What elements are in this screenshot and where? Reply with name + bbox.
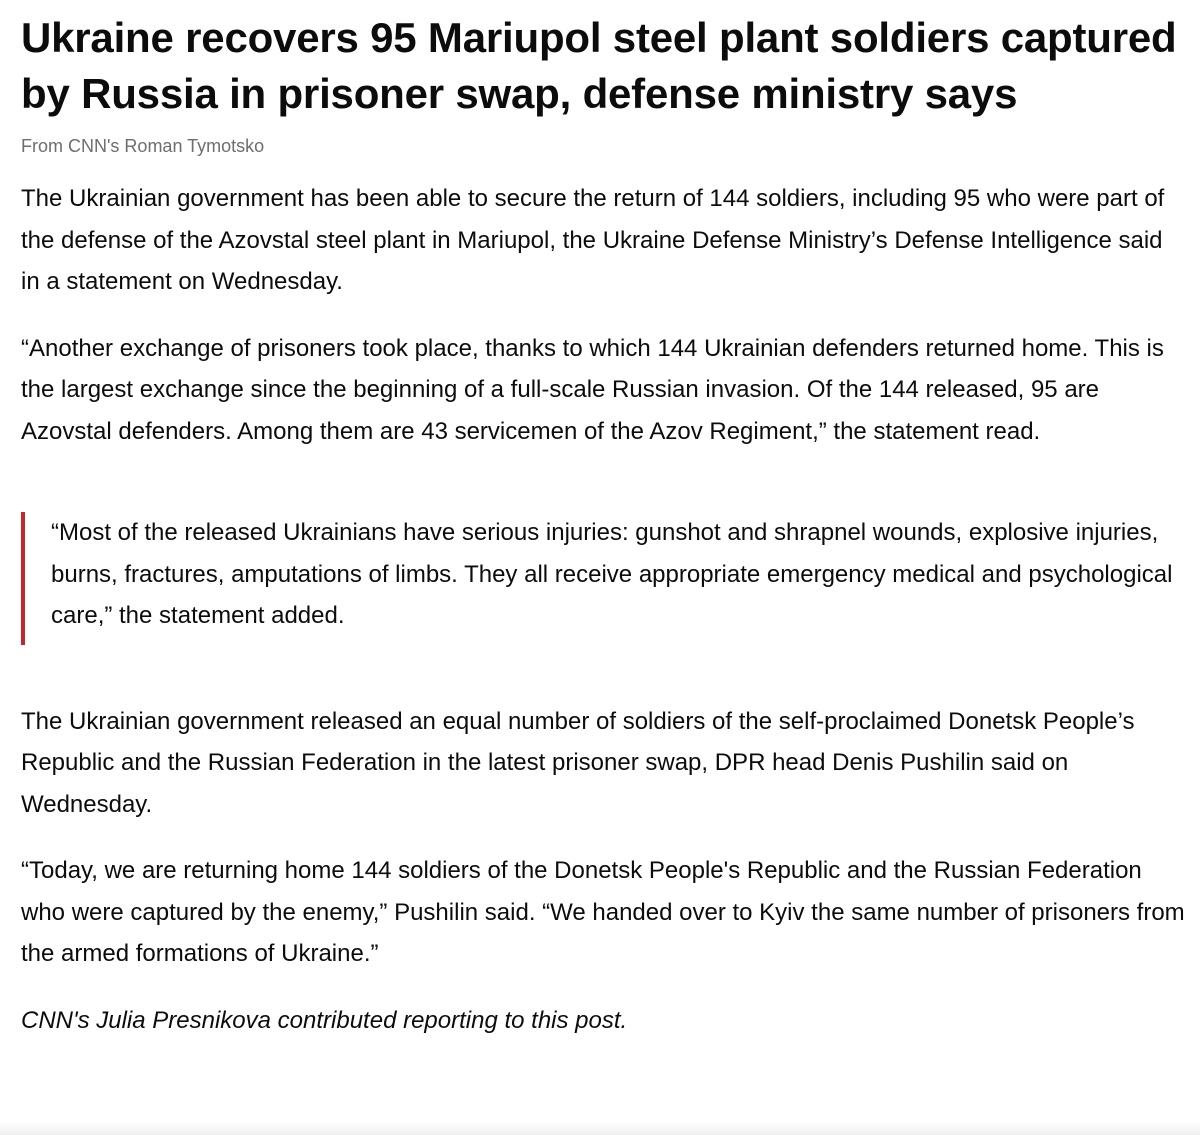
pull-quote <box>21 512 1186 637</box>
pull-quote-text: “Most of the released Ukrainians have serious injuries: gunshot and shrapnel wounds, explosive injuries, burns, fractures, amputations of limbs. They all receive appropriate emergency medical and psychological care,” the statement added. <box>51 519 1173 629</box>
byline: From CNN's Roman Tymotsko <box>21 136 265 156</box>
article <box>21 10 1186 1041</box>
paragraph-5: “Today, we are returning home 144 soldiers of the Donetsk People's Republic and the Russian Federation who were captured by the enemy,” Pushilin said. “We handed over to Kyiv the same number of prisoners from the armed formations of Ukraine.” <box>21 857 1185 967</box>
bottom-fade <box>0 1121 1200 1135</box>
paragraph-2: “Another exchange of prisoners took place, thanks to which 144 Ukrainian defenders returned home. This is the largest exchange since the beginning of a full-scale Russian invasion. Of the 144 released, 95 are Azovstal defenders. Among them are 43 servicemen of the Azov Regiment,” the statement read. <box>21 334 1164 445</box>
contributor-credit: CNN's Julia Presnikova contributed reporting to this post. <box>21 1006 628 1034</box>
headline: Ukraine recovers 95 Mariupol steel plant soldiers captured by Russia in prisoner swap, defense ministry says <box>21 14 1177 117</box>
paragraph-4: The Ukrainian government released an equal number of soldiers of the self-proclaimed Donetsk People’s Republic and the Russian Federation in the latest prisoner swap, DPR head Denis Pushilin said on Wednesday. <box>21 707 1135 818</box>
paragraph-1: The Ukrainian government has been able to secure the return of 144 soldiers, including 95 who were part of the defense of the Azovstal steel plant in Mariupol, the Ukraine Defense Ministry’s Defense Intelligence said in a statement on Wednesday. <box>21 185 1165 295</box>
quote-accent-bar <box>21 512 25 645</box>
